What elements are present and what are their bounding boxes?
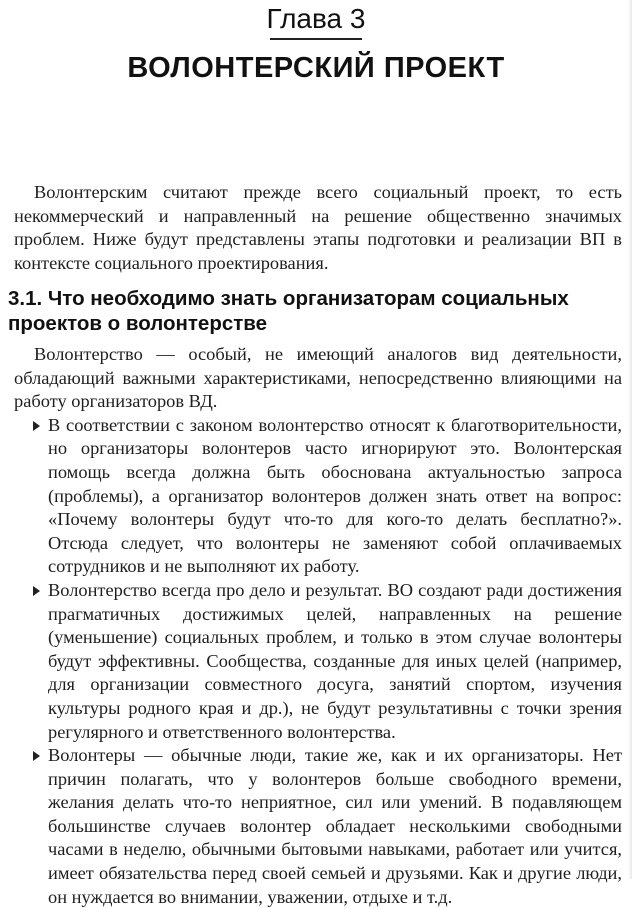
- intro-paragraph: Волонтерским считают прежде всего социальный проект, то есть некоммерческий и направленный на решение общественно значимых проблем. Ниже будут представлены этапы подготовки и реализации ВП в контексте социального проектирования.: [14, 182, 622, 273]
- page-edge-shadow: [628, 0, 632, 879]
- chapter-title: ВОЛОНТЕРСКИЙ ПРОЕКТ: [127, 52, 505, 84]
- triangle-bullet-icon: [33, 586, 40, 596]
- bullet-text: Волонтерство всегда про дело и результат. ВО создают ради достижения прагматичных достижимых целей, направленных на решение (уменьшение) социальных проблем, и только в этом случае волонтеры будут эффективны. Сообщества, созданные для иных целей (например, для организации совместного досуга, занятий спортом, изучения культуры родного края и др.), не будут результативны с точки зрения регулярного и ответственного волонтерства.: [48, 579, 622, 742]
- section-lead-paragraph: Волонтерство — особый, не имеющий аналогов вид деятельности, обладающий важными характеристиками, непосредственно влияющими на работу организаторов ВД.: [14, 344, 622, 412]
- bullet-item: [14, 414, 622, 579]
- bullet-text: В соответствии с законом волонтерство относят к благотворительности, но организаторы волонтеров часто игнорируют это. Волонтерская помощь всегда должна быть обоснована актуальностью запроса (проблемы), а организатор волонтеров должен знать ответ на вопрос: «Почему волонтеры будут что-то для кого-то делать бесплатно?». Отсюда следует, что волонтеры не заменяют собой оплачиваемых сотрудников и не выполняют их работу.: [48, 414, 622, 577]
- bullet-item: [14, 744, 622, 909]
- chapter-label: Глава 3: [266, 3, 366, 34]
- triangle-bullet-icon: [33, 751, 40, 761]
- section-body: [14, 343, 622, 909]
- bullet-list: [14, 414, 622, 909]
- bullet-item: [14, 579, 622, 744]
- bullet-text: Волонтеры — обычные люди, такие же, как и их организаторы. Нет причин полагать, что у волонтеров больше свободного времени, желания делать что-то неприятное, сил или умений. В подавляющем большинстве случаев волонтер обладает несколькими свободными часами в неделю, обычными бытовыми навыками, работает или учится, имеет обязательства перед своей семьей и друзьями. Как и другие люди, он нуждается во внимании, уважении, отдыхе и т.д.: [48, 745, 622, 907]
- chapter-rule: [270, 38, 362, 40]
- triangle-bullet-icon: [33, 421, 40, 431]
- section-heading: 3.1. Что необходимо знать организаторам социальных проектов о волонтерстве: [8, 287, 569, 335]
